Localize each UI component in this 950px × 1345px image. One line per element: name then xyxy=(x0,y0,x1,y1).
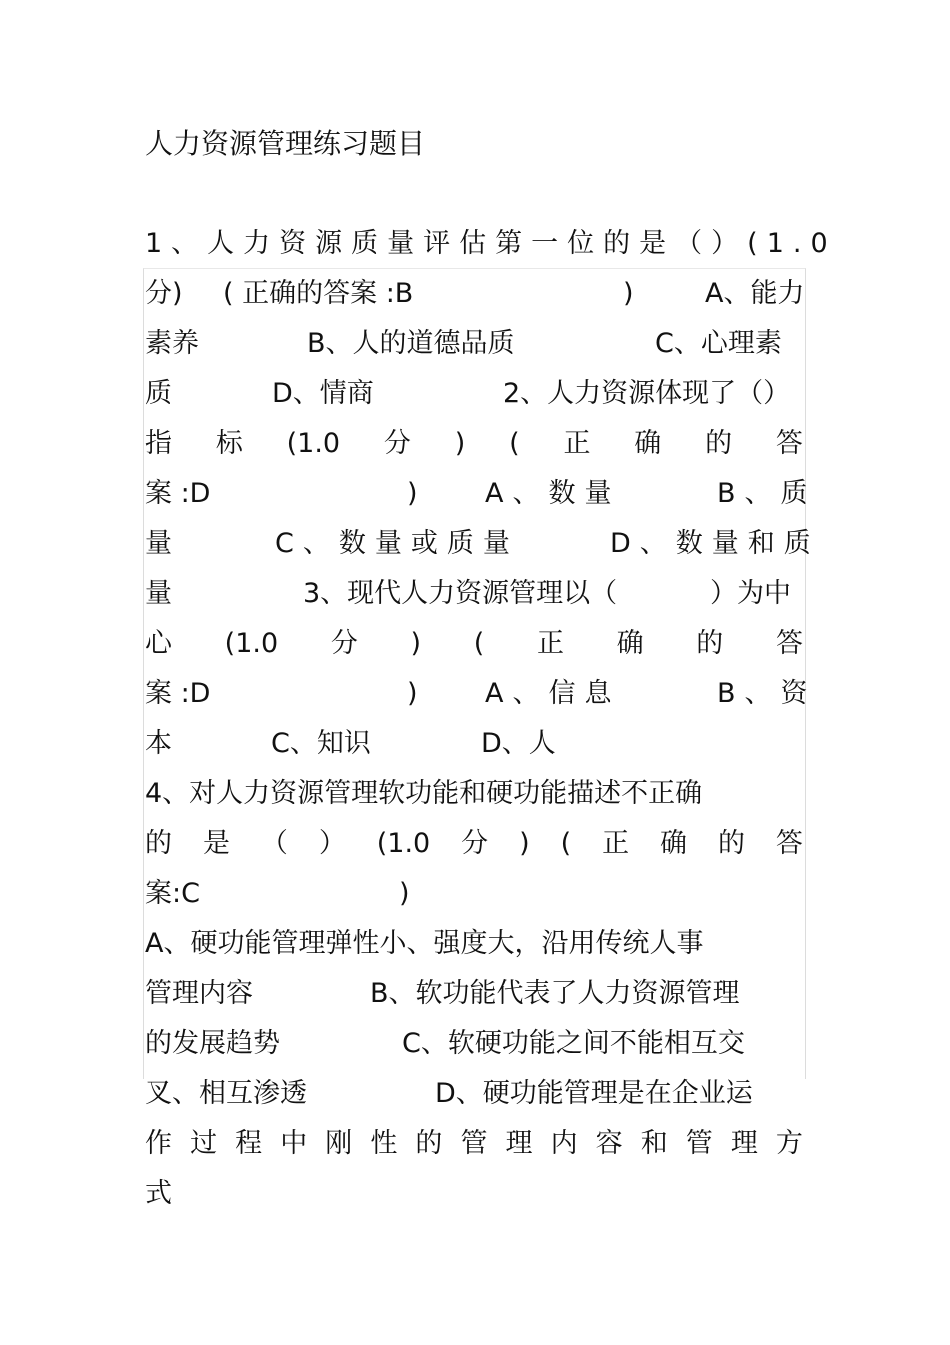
q3-line-3 xyxy=(145,672,817,716)
q4-line-3 xyxy=(145,872,803,916)
q3-stem-word: (1.0 xyxy=(224,628,279,659)
q4-option-d-word: 中 xyxy=(280,1128,308,1159)
q3-stem-word: 分 xyxy=(330,628,358,659)
q4-option-d-word: 刚 xyxy=(325,1128,353,1159)
q4-option-d-word: 理 xyxy=(730,1128,758,1159)
q1-option-d: D、情商 xyxy=(272,378,374,409)
q1-line-2 xyxy=(145,272,803,316)
q4-option-d-word: 管 xyxy=(685,1128,713,1159)
q4-option-b-cont: 的发展趋势 xyxy=(145,1028,280,1059)
q3-option-b: B、资 xyxy=(717,678,817,709)
q3-answer: 案 :D xyxy=(145,678,211,709)
q4-option-d-word: 程 xyxy=(235,1128,263,1159)
q1-line-3 xyxy=(145,322,803,366)
q4-option-d-word: 容 xyxy=(595,1128,623,1159)
q4-line-1 xyxy=(145,772,803,816)
q2-stem: 2、人力资源体现了（） xyxy=(503,378,791,409)
q4-line-4 xyxy=(145,922,803,966)
q2-stem-word: 标 xyxy=(215,428,243,459)
q3-stem-word: 确 xyxy=(616,628,644,659)
q2-stem-word: 正 xyxy=(563,428,591,459)
q2-line-2 xyxy=(145,422,803,466)
q3-answer-close: ) xyxy=(407,678,418,709)
q2-stem-word: 指 xyxy=(145,428,172,459)
q4-line-6 xyxy=(145,1022,803,1066)
q4-stem-word: ) xyxy=(519,828,530,859)
q4-line-7 xyxy=(145,1072,803,1116)
q4-stem-word: (1.0 xyxy=(376,828,431,859)
q2-option-d: D、数量和质 xyxy=(610,528,820,559)
q4-option-d-word: 和 xyxy=(640,1128,668,1159)
q4-option-d-word: 管 xyxy=(460,1128,488,1159)
q3-stem-word: 正 xyxy=(536,628,564,659)
q4-option-d-word: 方 xyxy=(775,1128,803,1159)
q4-option-c: C、软硬功能之间不能相互交 xyxy=(402,1028,745,1059)
q4-stem-word: 分 xyxy=(461,828,489,859)
q2-option-b-cont: 量 xyxy=(145,528,172,559)
q4-option-d-word: 的 xyxy=(415,1128,443,1159)
q4-line-2 xyxy=(145,822,803,866)
document-title: 人力资源管理练习题目 xyxy=(145,127,426,160)
q3-stem-word: 的 xyxy=(696,628,724,659)
q3-line-2 xyxy=(145,622,803,666)
q3-stem-close: ）为中 xyxy=(710,578,791,609)
q3-option-c: C、知识 xyxy=(271,728,371,759)
q4-answer-close: ) xyxy=(399,878,410,909)
q1-option-b: B、人的道德品质 xyxy=(307,328,515,359)
q4-option-a: A、硬功能管理弹性小、强度大，沿用传统人事 xyxy=(145,928,704,959)
q2-stem-word: 确 xyxy=(634,428,662,459)
q4-stem-word: ） xyxy=(318,828,346,859)
q2-option-c: C、数量或质量 xyxy=(275,528,519,559)
q3-stem-word: ( xyxy=(473,628,485,659)
q4-stem-word: 的 xyxy=(717,828,745,859)
q4-option-d-word: 内 xyxy=(550,1128,578,1159)
q4-stem-word: 是 xyxy=(202,828,230,859)
q3-option-d: D、人 xyxy=(481,728,556,759)
q2-option-a: A、数量 xyxy=(485,478,621,509)
q1-line-4 xyxy=(145,372,803,416)
q2-line-5 xyxy=(145,572,803,616)
q2-stem-word: ) xyxy=(454,428,466,459)
q4-option-d-word: 理 xyxy=(505,1128,533,1159)
q3-option-a: A、信息 xyxy=(485,678,621,709)
q1-option-c: C、心理素 xyxy=(655,328,782,359)
q1-option-a: A、能力 xyxy=(705,278,805,309)
q2-stem-word: (1.0 xyxy=(286,428,341,459)
q3-stem-word: 心 xyxy=(145,628,172,659)
q4-option-a-cont: 管理内容 xyxy=(145,978,253,1009)
q2-option-d-cont: 量 xyxy=(145,578,172,609)
q3-stem-word: ) xyxy=(410,628,422,659)
q4-stem-word: 确 xyxy=(660,828,688,859)
q4-stem: 4、对人力资源管理软功能和硬功能描述不正确 xyxy=(145,778,703,809)
q4-stem-word: 的 xyxy=(145,828,172,859)
q2-stem-word: 答 xyxy=(775,428,803,459)
q2-answer-close: ) xyxy=(407,478,418,509)
q2-stem-word: 的 xyxy=(705,428,733,459)
q2-stem-word: ( xyxy=(509,428,520,459)
q1-stem: 1、人力资源质量评估第一位的是（）(1.0 xyxy=(145,228,837,259)
q4-option-d-word: 作 xyxy=(145,1128,172,1159)
q1-line-1 xyxy=(145,222,837,266)
q4-stem-word: 正 xyxy=(602,828,630,859)
q4-option-d-word: 过 xyxy=(190,1128,218,1159)
q3-stem: 3、现代人力资源管理以（ xyxy=(303,578,618,609)
q4-option-d: D、硬功能管理是在企业运 xyxy=(435,1078,753,1109)
q2-answer: 案 :D xyxy=(145,478,211,509)
q1-score-unit: 分) xyxy=(145,278,183,309)
q1-answer: ( 正确的答案 :B xyxy=(223,278,414,309)
q4-option-d-word: 性 xyxy=(370,1128,398,1159)
q4-line-9 xyxy=(145,1172,803,1216)
q4-stem-word: ( xyxy=(560,828,572,859)
q2-option-b: B、质 xyxy=(717,478,817,509)
q4-stem-word: 答 xyxy=(775,828,803,859)
q4-line-5 xyxy=(145,972,803,1016)
q2-stem-word: 分 xyxy=(383,428,411,459)
q4-option-d-end: 式 xyxy=(145,1178,172,1209)
q4-option-c-cont: 叉、相互渗透 xyxy=(145,1078,307,1109)
q2-line-3 xyxy=(145,472,817,516)
q1-option-c-cont: 质 xyxy=(145,378,172,409)
q4-stem-word: （ xyxy=(260,828,288,859)
q3-option-b-cont: 本 xyxy=(145,728,172,759)
q3-line-4 xyxy=(145,722,803,766)
q1-answer-close: ) xyxy=(623,278,634,309)
q4-option-b: B、软功能代表了人力资源管理 xyxy=(370,978,740,1009)
q3-stem-word: 答 xyxy=(775,628,803,659)
q2-line-4 xyxy=(145,522,820,566)
q4-answer: 案:C xyxy=(145,878,200,909)
q4-line-8 xyxy=(145,1122,803,1166)
q1-option-a-cont: 素养 xyxy=(145,328,199,359)
